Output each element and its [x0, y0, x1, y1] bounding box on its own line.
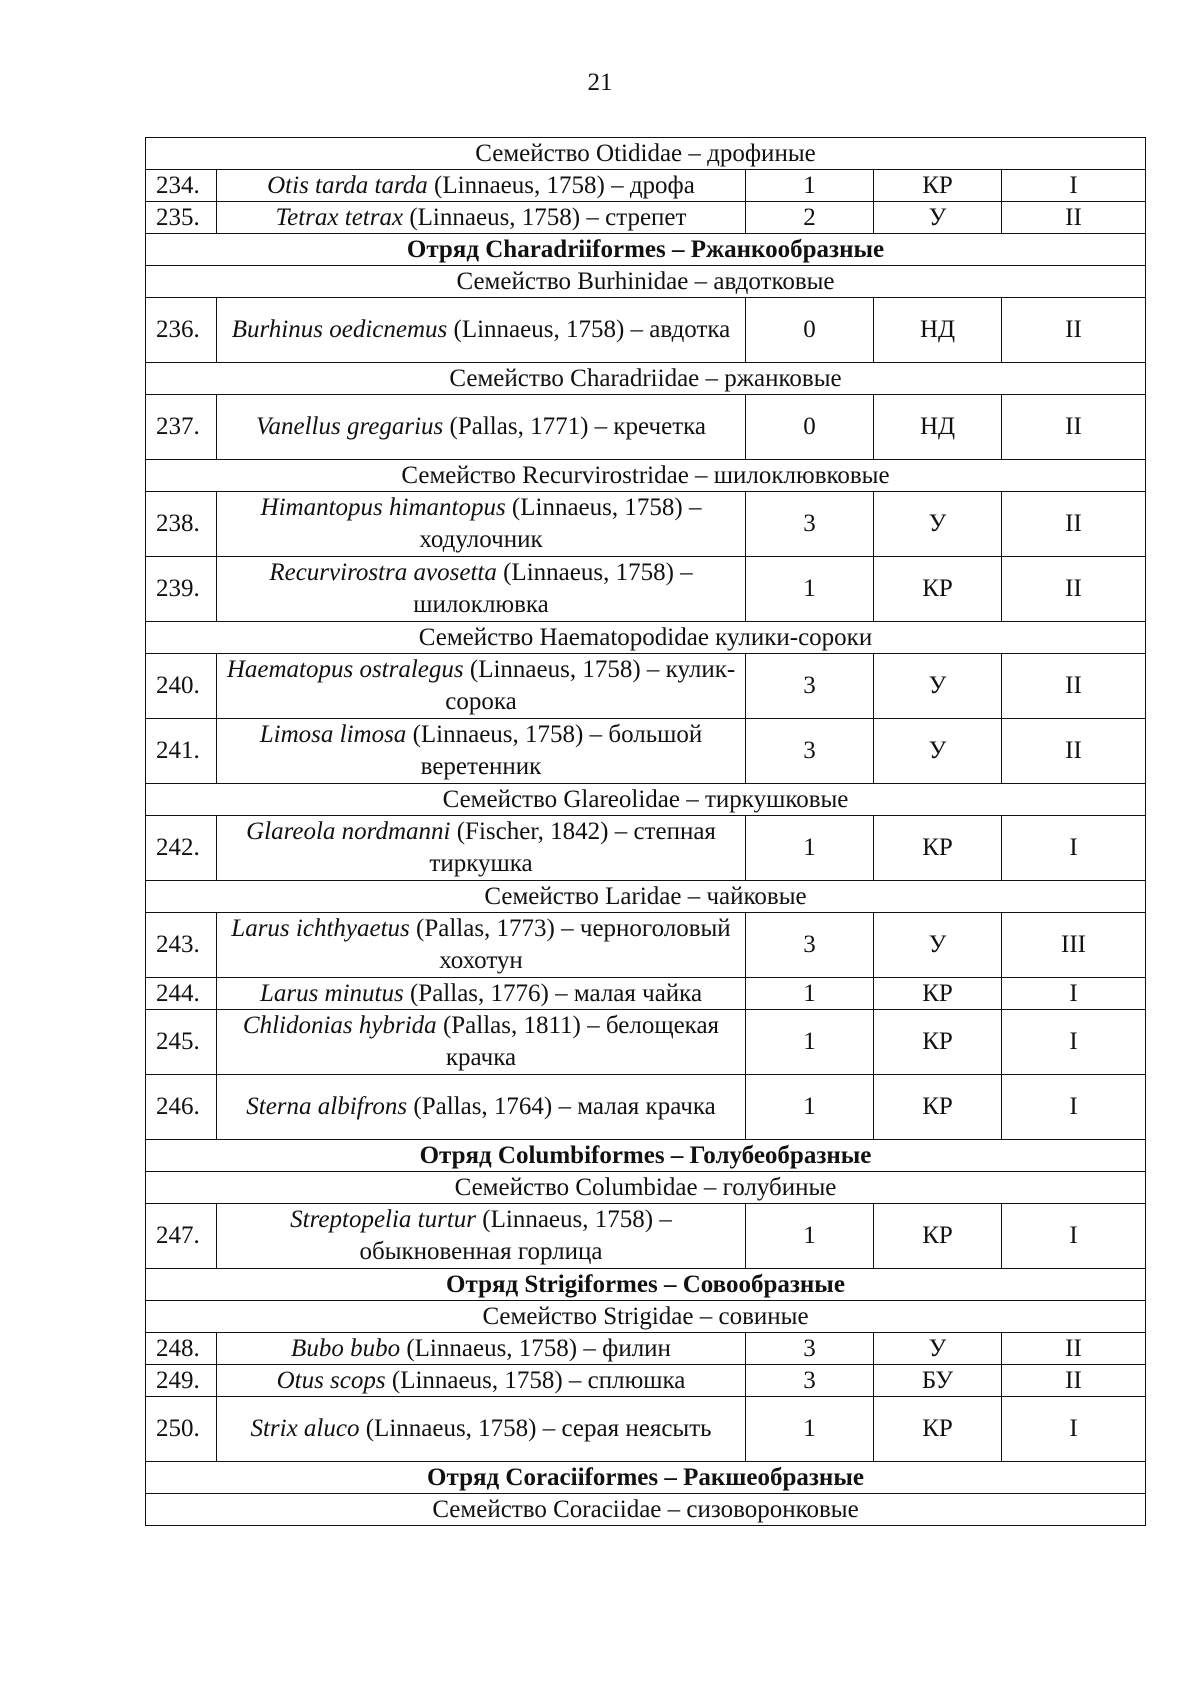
latin-name: Bubo bubo: [291, 1335, 401, 1362]
row-number: 248.: [146, 1333, 217, 1365]
row-number: 234.: [146, 170, 217, 202]
latin-name: Larus ichthyaetus: [231, 915, 410, 942]
list-cell: III: [1002, 913, 1146, 978]
row-number: 245.: [146, 1010, 217, 1075]
category-cell: 1: [746, 170, 874, 202]
family-row: [146, 266, 1146, 298]
latin-name: Haematopus ostralegus: [226, 656, 464, 683]
order-heading: Отряд Strigiformes – Совообразные: [146, 1269, 1146, 1301]
status-cell: КР: [874, 1204, 1002, 1269]
latin-name: Larus minutus: [259, 980, 404, 1007]
order-row: [146, 1269, 1146, 1301]
author-common-name: (Pallas, 1773) – черноголовый хохотун: [409, 915, 737, 974]
table-row: [146, 1333, 1146, 1365]
family-heading: Семейство Burhinidae – авдотковые: [146, 266, 1146, 298]
latin-name: Recurvirostra avosetta: [269, 559, 497, 586]
latin-name: Streptopelia turtur: [290, 1206, 477, 1233]
latin-name: Otis tarda tarda: [267, 172, 428, 199]
table-row: [146, 298, 1146, 363]
table-row: [146, 654, 1146, 719]
list-cell: II: [1002, 1365, 1146, 1397]
category-cell: 3: [746, 492, 874, 557]
status-cell: У: [874, 1333, 1002, 1365]
row-number: 240.: [146, 654, 217, 719]
row-number: 241.: [146, 719, 217, 784]
list-cell: II: [1002, 202, 1146, 234]
category-cell: 0: [746, 298, 874, 363]
category-cell: 1: [746, 557, 874, 622]
row-number: 246.: [146, 1075, 217, 1140]
family-heading: Семейство Glareolidae – тиркушковые: [146, 784, 1146, 816]
species-name: [217, 1333, 746, 1365]
table-row: [146, 816, 1146, 881]
latin-name: Chlidonias hybrida: [242, 1012, 437, 1039]
status-cell: У: [874, 654, 1002, 719]
species-name: [217, 913, 746, 978]
category-cell: 0: [746, 395, 874, 460]
table-row: [146, 1204, 1146, 1269]
family-row: [146, 622, 1146, 654]
latin-name: Otus scops: [276, 1367, 386, 1394]
status-cell: НД: [874, 298, 1002, 363]
list-cell: I: [1002, 978, 1146, 1010]
family-row: [146, 138, 1146, 170]
author-common-name: (Linnaeus, 1758) – сплюшка: [385, 1367, 686, 1394]
category-cell: 1: [746, 1075, 874, 1140]
latin-name: Tetrax tetrax: [275, 204, 404, 231]
table-row: [146, 978, 1146, 1010]
list-cell: I: [1002, 1204, 1146, 1269]
family-row: [146, 784, 1146, 816]
author-common-name: (Linnaeus, 1758) – ходулочник: [419, 494, 708, 553]
latin-name: Vanellus gregarius: [256, 413, 444, 440]
list-cell: I: [1002, 1010, 1146, 1075]
author-common-name: (Pallas, 1764) – малая крачка: [407, 1093, 716, 1120]
category-cell: 1: [746, 1204, 874, 1269]
list-cell: I: [1002, 1075, 1146, 1140]
status-cell: КР: [874, 1397, 1002, 1462]
author-common-name: (Pallas, 1811) – белощекая крачка: [436, 1012, 726, 1071]
row-number: 247.: [146, 1204, 217, 1269]
species-name: [217, 492, 746, 557]
species-name: [217, 654, 746, 719]
species-name: [217, 298, 746, 363]
family-row: [146, 363, 1146, 395]
status-cell: КР: [874, 557, 1002, 622]
family-row: [146, 881, 1146, 913]
table-row: [146, 1365, 1146, 1397]
list-cell: II: [1002, 557, 1146, 622]
category-cell: 1: [746, 816, 874, 881]
author-common-name: (Linnaeus, 1758) – стрепет: [403, 204, 687, 231]
category-cell: 3: [746, 1365, 874, 1397]
family-row: [146, 1494, 1146, 1526]
table-row: [146, 1010, 1146, 1075]
table-row: [146, 395, 1146, 460]
family-heading: Семейство Charadriidae – ржанковые: [146, 363, 1146, 395]
species-name: [217, 1075, 746, 1140]
status-cell: КР: [874, 170, 1002, 202]
row-number: 244.: [146, 978, 217, 1010]
status-cell: НД: [874, 395, 1002, 460]
status-cell: У: [874, 202, 1002, 234]
category-cell: 3: [746, 719, 874, 784]
list-cell: II: [1002, 298, 1146, 363]
status-cell: У: [874, 913, 1002, 978]
family-heading: Семейство Strigidae – совиные: [146, 1301, 1146, 1333]
latin-name: Sterna albifrons: [246, 1093, 408, 1120]
author-common-name: (Linnaeus, 1758) – дрофа: [427, 172, 695, 199]
category-cell: 1: [746, 1397, 874, 1462]
order-row: [146, 1462, 1146, 1494]
family-heading: Семейство Laridae – чайковые: [146, 881, 1146, 913]
author-common-name: (Linnaeus, 1758) – серая неясыть: [359, 1415, 712, 1442]
list-cell: I: [1002, 816, 1146, 881]
table-row: [146, 202, 1146, 234]
latin-name: Strix aluco: [250, 1415, 360, 1442]
family-heading: Семейство Coraciidae – сизоворонковые: [146, 1494, 1146, 1526]
list-cell: II: [1002, 719, 1146, 784]
status-cell: КР: [874, 978, 1002, 1010]
status-cell: У: [874, 719, 1002, 784]
row-number: 242.: [146, 816, 217, 881]
list-cell: I: [1002, 1397, 1146, 1462]
author-common-name: (Linnaeus, 1758) – филин: [400, 1335, 671, 1362]
species-name: [217, 978, 746, 1010]
list-cell: II: [1002, 1333, 1146, 1365]
row-number: 235.: [146, 202, 217, 234]
species-name: [217, 1204, 746, 1269]
row-number: 249.: [146, 1365, 217, 1397]
status-cell: КР: [874, 816, 1002, 881]
category-cell: 1: [746, 978, 874, 1010]
latin-name: Burhinus oedicnemus: [231, 316, 448, 343]
row-number: 239.: [146, 557, 217, 622]
category-cell: 3: [746, 913, 874, 978]
page-number: 21: [587, 69, 613, 96]
author-common-name: (Fischer, 1842) – степная тиркушка: [429, 818, 723, 877]
order-heading: Отряд Columbiformes – Голубеобразные: [146, 1140, 1146, 1172]
list-cell: II: [1002, 492, 1146, 557]
status-cell: КР: [874, 1010, 1002, 1075]
family-row: [146, 1172, 1146, 1204]
status-cell: У: [874, 492, 1002, 557]
family-heading: Семейство Haematopodidae кулики-сороки: [146, 622, 1146, 654]
species-name: [217, 202, 746, 234]
species-name: [217, 170, 746, 202]
status-cell: БУ: [874, 1365, 1002, 1397]
family-row: [146, 1301, 1146, 1333]
row-number: 243.: [146, 913, 217, 978]
category-cell: 3: [746, 1333, 874, 1365]
species-name: [217, 719, 746, 784]
latin-name: Limosa limosa: [259, 721, 407, 748]
list-cell: I: [1002, 170, 1146, 202]
table-row: [146, 719, 1146, 784]
author-common-name: (Linnaeus, 1758) – кулик-сорока: [445, 656, 736, 715]
list-cell: II: [1002, 395, 1146, 460]
family-row: [146, 460, 1146, 492]
table-row: [146, 492, 1146, 557]
family-heading: Семейство Otididae – дрофиные: [146, 138, 1146, 170]
species-table: [145, 137, 1146, 1526]
species-name: [217, 395, 746, 460]
table-row: [146, 170, 1146, 202]
order-row: [146, 234, 1146, 266]
species-name: [217, 557, 746, 622]
family-heading: Семейство Columbidae – голубиные: [146, 1172, 1146, 1204]
row-number: 236.: [146, 298, 217, 363]
author-common-name: (Pallas, 1771) – кречетка: [443, 413, 706, 440]
table-row: [146, 1397, 1146, 1462]
category-cell: 1: [746, 1010, 874, 1075]
family-heading: Семейство Recurvirostridae – шилоклювковые: [146, 460, 1146, 492]
status-cell: КР: [874, 1075, 1002, 1140]
category-cell: 3: [746, 654, 874, 719]
order-heading: Отряд Charadriiformes – Ржанкообразные: [146, 234, 1146, 266]
table-row: [146, 557, 1146, 622]
row-number: 238.: [146, 492, 217, 557]
row-number: 237.: [146, 395, 217, 460]
row-number: 250.: [146, 1397, 217, 1462]
list-cell: II: [1002, 654, 1146, 719]
author-common-name: (Linnaeus, 1758) – большой веретенник: [406, 721, 709, 780]
author-common-name: (Pallas, 1776) – малая чайка: [403, 980, 703, 1007]
species-name: [217, 1010, 746, 1075]
category-cell: 2: [746, 202, 874, 234]
species-name: [217, 1397, 746, 1462]
latin-name: Himantopus himantopus: [260, 494, 506, 521]
table-row: [146, 1075, 1146, 1140]
author-common-name: (Linnaeus, 1758) – обыкновенная горлица: [359, 1206, 679, 1265]
order-row: [146, 1140, 1146, 1172]
author-common-name: (Linnaeus, 1758) – авдотка: [447, 316, 731, 343]
author-common-name: (Linnaeus, 1758) – шилоклювка: [413, 559, 699, 618]
table-row: [146, 913, 1146, 978]
order-heading: Отряд Coraciiformes – Ракшеобразные: [146, 1462, 1146, 1494]
species-name: [217, 1365, 746, 1397]
latin-name: Glareola nordmanni: [246, 818, 451, 845]
species-name: [217, 816, 746, 881]
